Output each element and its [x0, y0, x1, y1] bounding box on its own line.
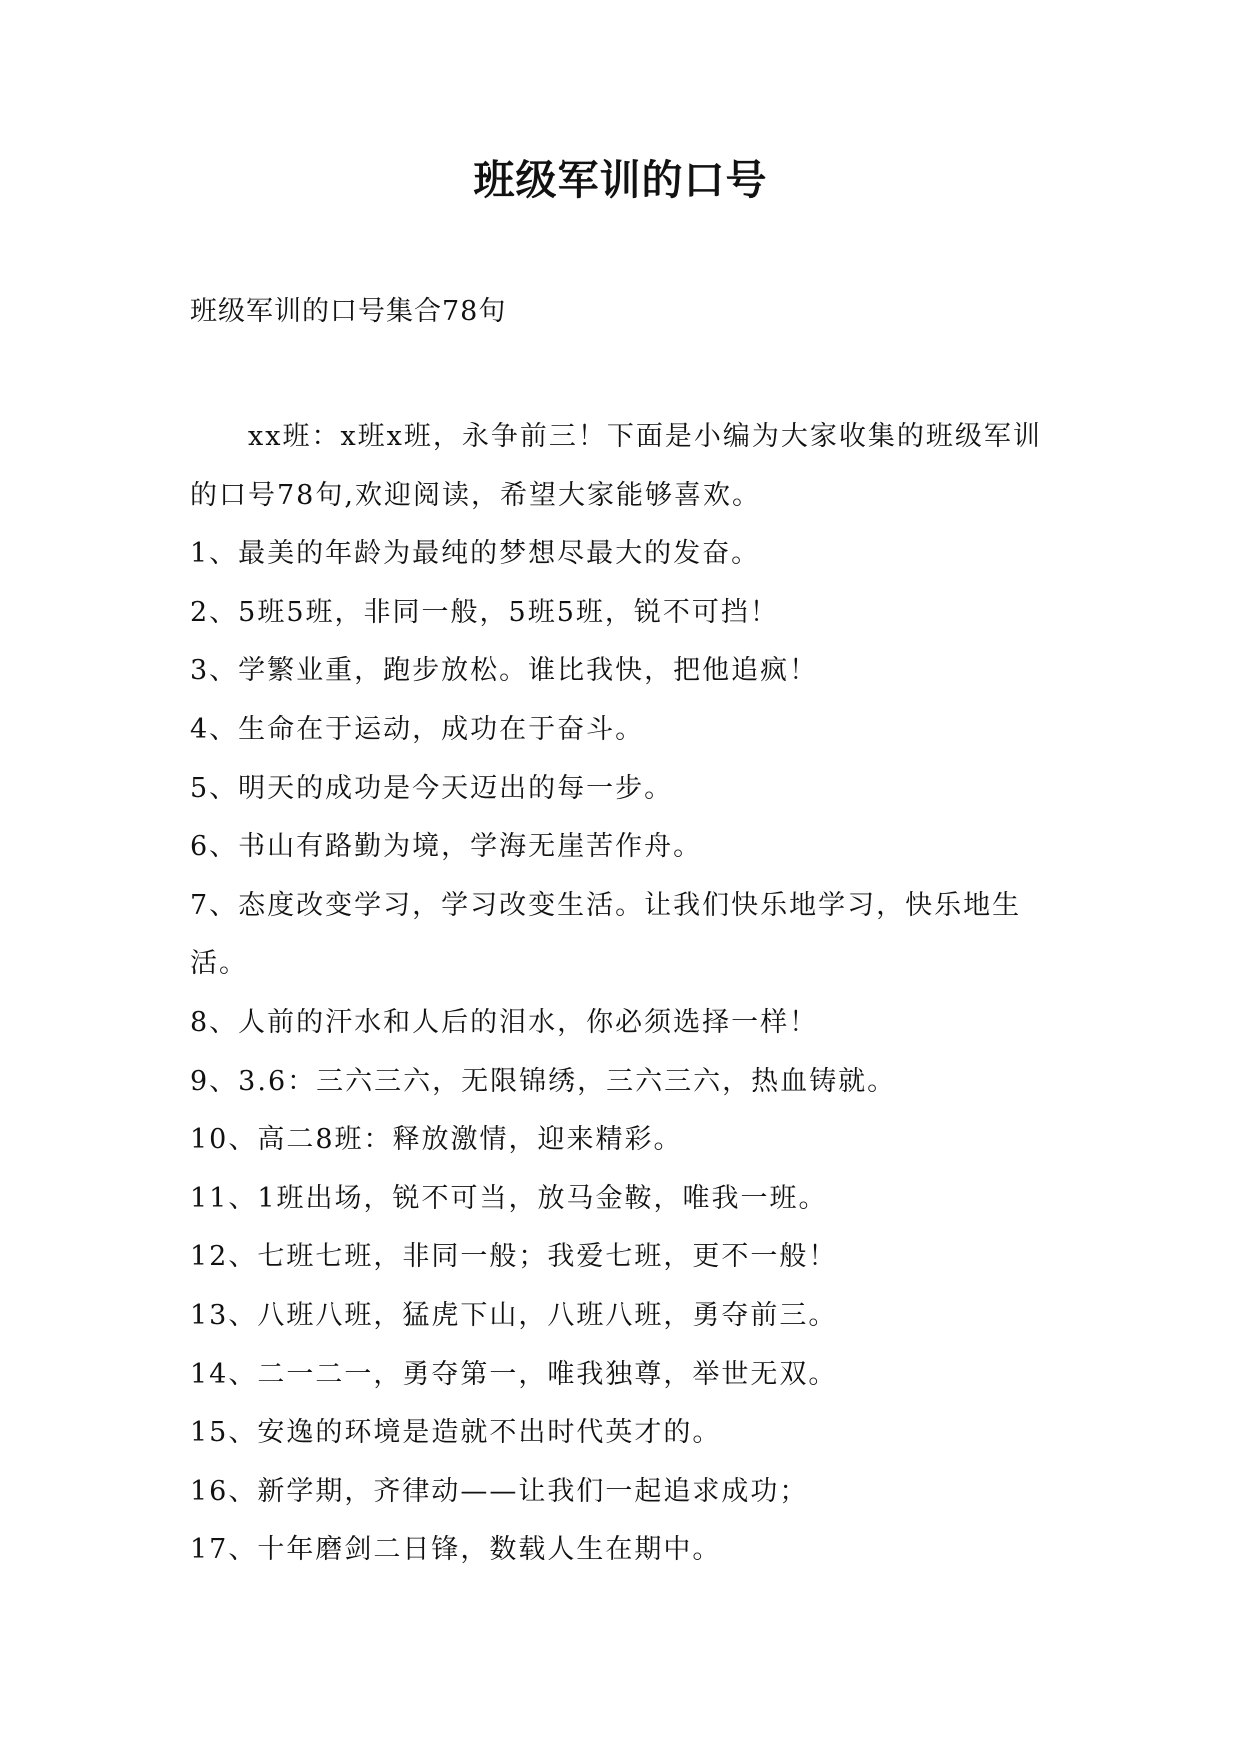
slogan-item-9: 9、3.6：三六三六，无限锦绣，三六三六，热血铸就。 [190, 1065, 897, 1097]
document-body [190, 408, 1050, 1580]
document-subtitle: 班级军训的口号集合78句 [190, 296, 507, 327]
slogan-item-2: 2、5班5班，非同一般，5班5班，锐不可挡！ [190, 596, 779, 628]
document-title: 班级军训的口号 [473, 156, 768, 204]
slogan-item-5: 5、明天的成功是今天迈出的每一步。 [190, 772, 674, 804]
intro-paragraph: xx班：x班x班，永争前三！下面是小编为大家收集的班级军训的口号78句,欢迎阅读，希望大家能够喜欢。 [190, 421, 1042, 511]
slogan-item-4: 4、生命在于运动，成功在于奋斗。 [190, 713, 645, 745]
slogan-item-16: 16、新学期，齐律动——让我们一起追求成功； [190, 1475, 809, 1507]
slogan-item-3: 3、学繁业重，跑步放松。谁比我快，把他追疯！ [190, 655, 819, 687]
slogan-item-1: 1、最美的年龄为最纯的梦想尽最大的发奋。 [190, 538, 761, 570]
slogan-item-7: 7、态度改变学习，学习改变生活。让我们快乐地学习，快乐地生活。 [190, 889, 1022, 980]
slogan-item-6: 6、书山有路勤为境，学海无崖苦作舟。 [190, 831, 703, 863]
slogan-item-13: 13、八班八班，猛虎下山，八班八班，勇夺前三。 [190, 1299, 838, 1331]
slogan-item-17: 17、十年磨剑二日锋，数载人生在期中。 [190, 1534, 722, 1566]
slogan-item-10: 10、高二8班：释放激情，迎来精彩。 [190, 1124, 683, 1156]
slogan-item-12: 12、七班七班，非同一般；我爱七班，更不一般！ [190, 1241, 838, 1273]
slogan-item-11: 11、1班出场，锐不可当，放马金鞍，唯我一班。 [190, 1182, 828, 1214]
slogan-item-8: 8、人前的汗水和人后的泪水，你必须选择一样！ [190, 1006, 819, 1038]
slogan-item-15: 15、安逸的环境是造就不出时代英才的。 [190, 1417, 722, 1449]
slogan-item-14: 14、二一二一，勇夺第一，唯我独尊，举世无双。 [190, 1358, 838, 1390]
